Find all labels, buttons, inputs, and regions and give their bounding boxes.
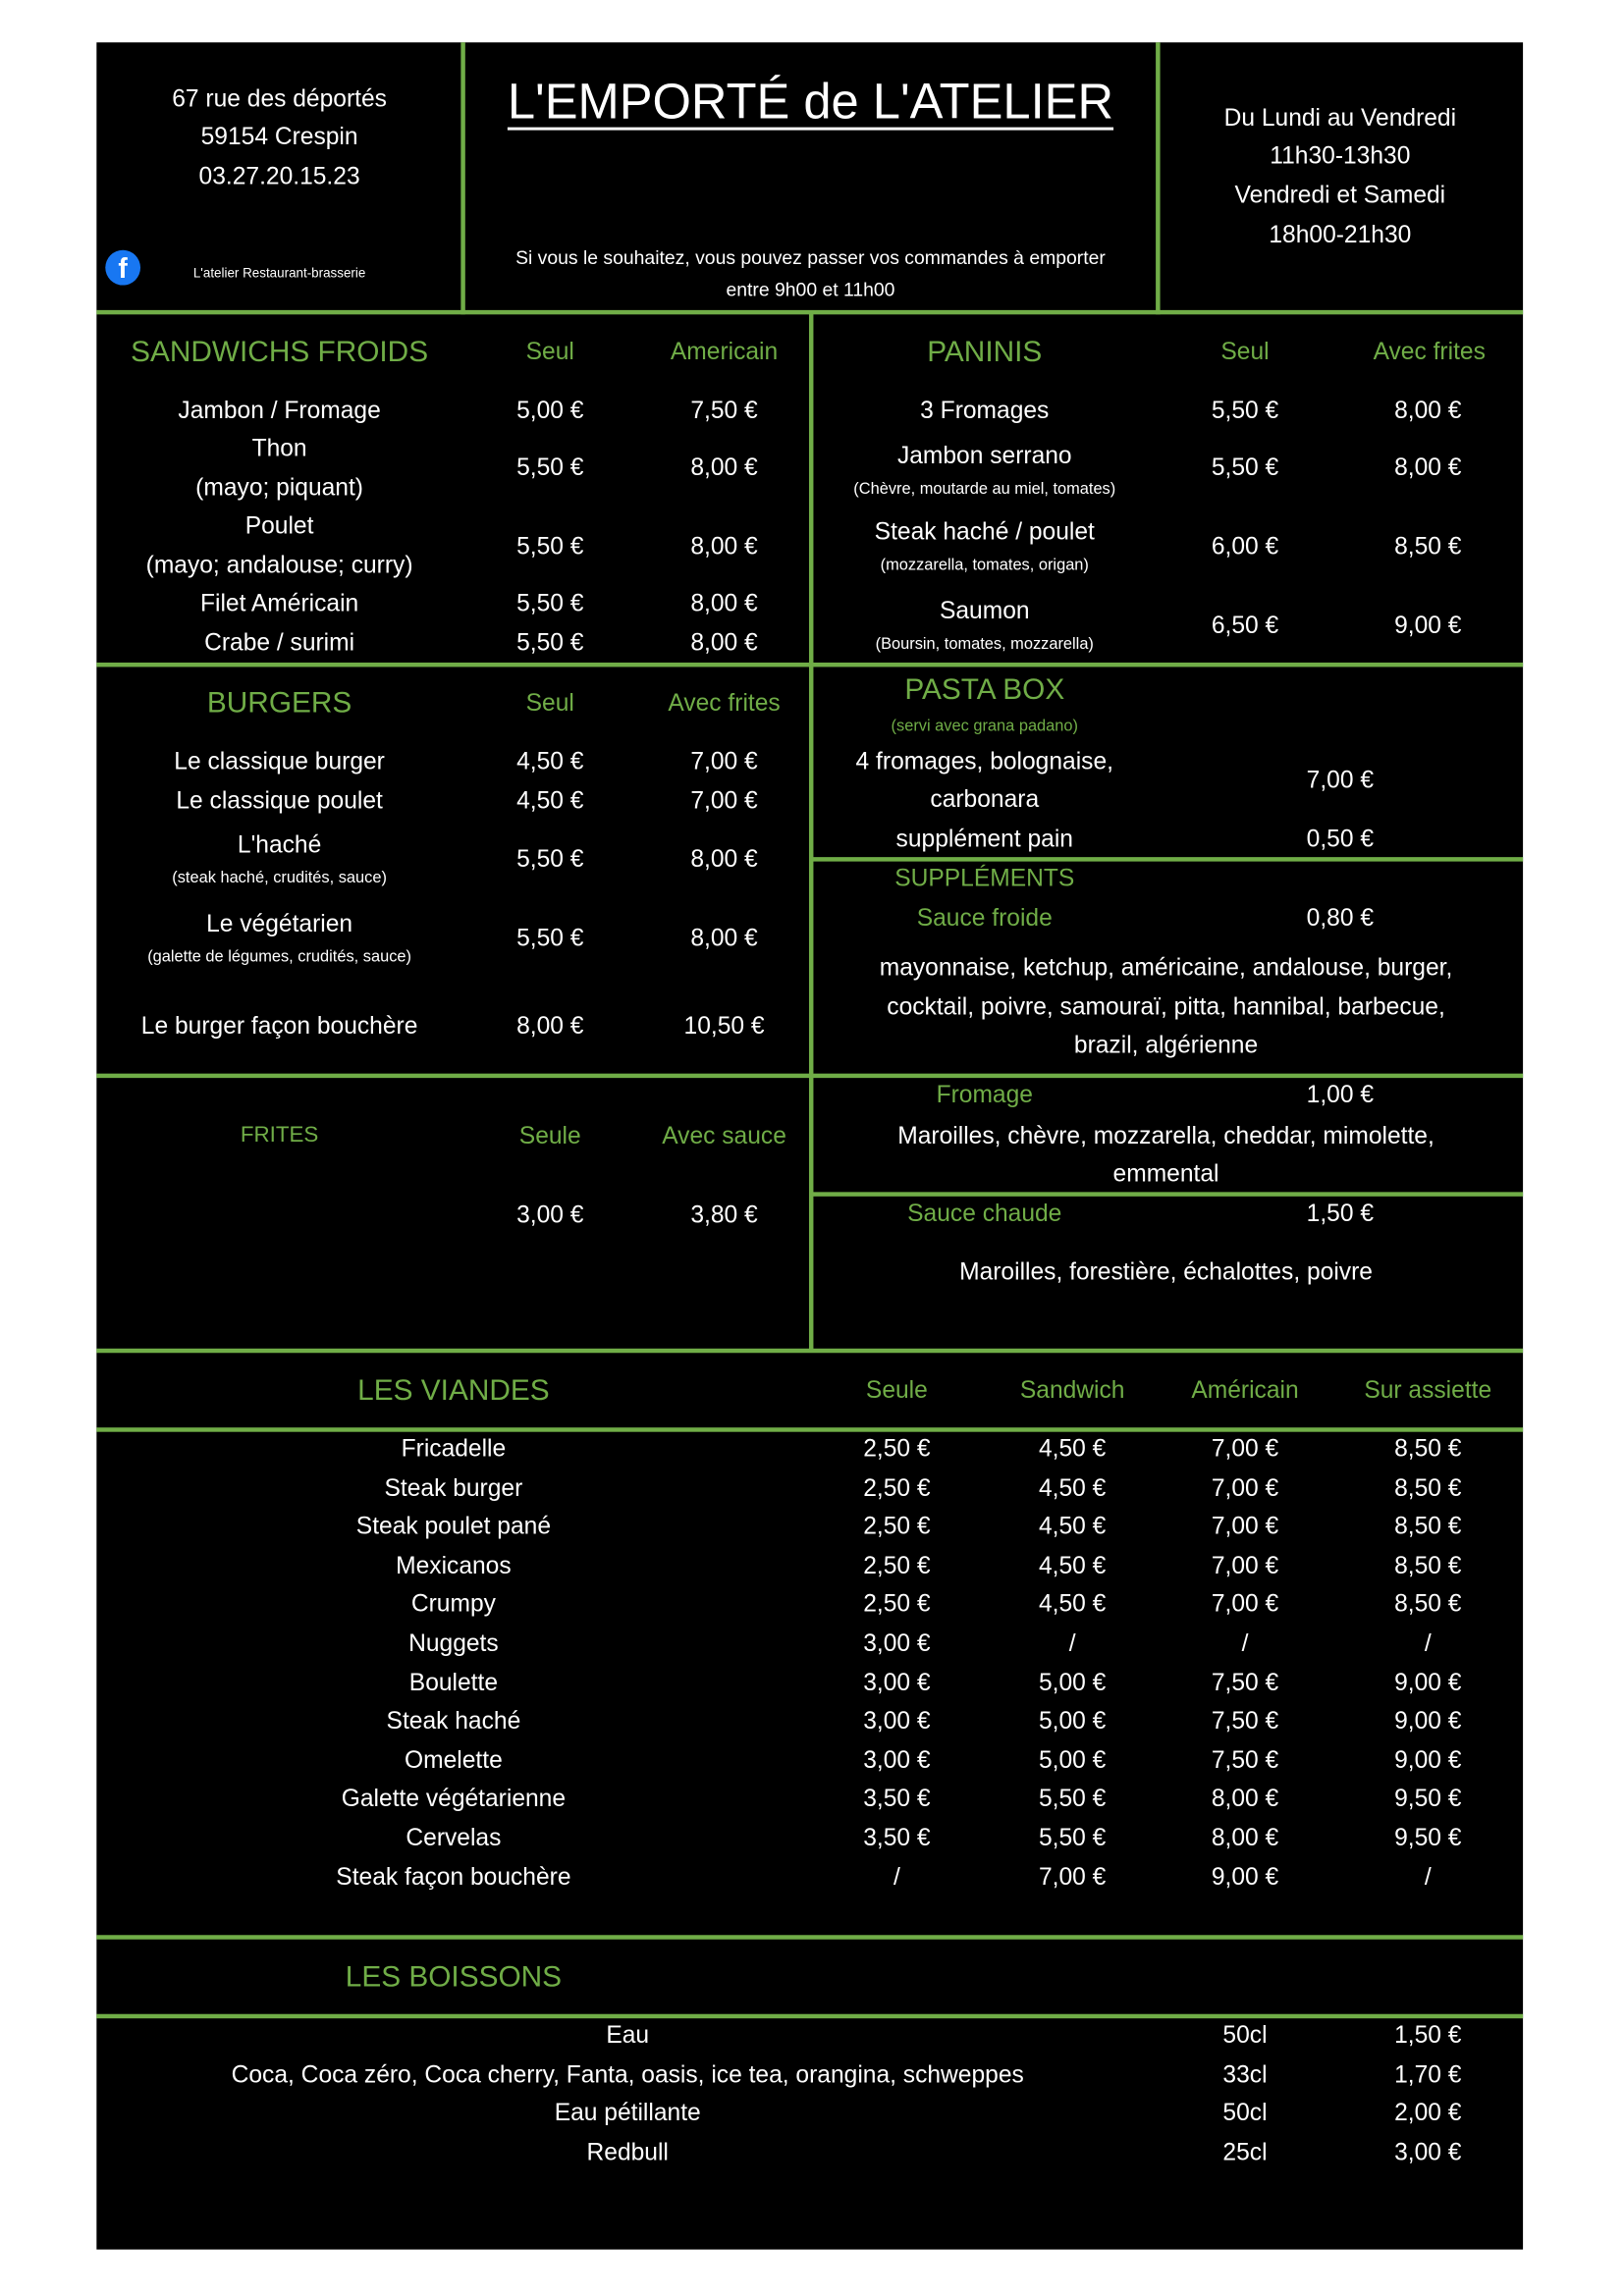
item-name: Steak haché / poulet	[874, 518, 1095, 546]
item-name: Le végétarien	[206, 910, 353, 937]
item-price: /	[1241, 1629, 1249, 1657]
item-price: 9,50 €	[1394, 1786, 1462, 1813]
item-price: 2,50 €	[863, 1591, 931, 1619]
item-name: Fricadelle	[401, 1435, 507, 1463]
item-description: (steak haché, crudités, sauce)	[172, 869, 387, 887]
supplement-list: emmental	[1112, 1160, 1219, 1188]
item-name: Steak façon bouchère	[336, 1863, 571, 1891]
item-price: 8,00 €	[1211, 1825, 1279, 1851]
supplement-label: Fromage	[936, 1082, 1033, 1109]
item-price: 3,80 €	[690, 1201, 758, 1229]
section-title-sandwichs: SANDWICHS FROIDS	[131, 336, 429, 369]
item-price: 6,50 €	[1211, 612, 1279, 639]
item-price: 8,00 €	[1394, 454, 1462, 481]
phone-number: 03.27.20.15.23	[198, 163, 360, 190]
column-header: Avec sauce	[662, 1122, 786, 1149]
item-price: 5,00 €	[1038, 1669, 1107, 1696]
item-price: 1,00 €	[1306, 1082, 1375, 1109]
item-price: 3,00 €	[863, 1629, 931, 1657]
item-price: 8,00 €	[1394, 397, 1462, 424]
item-price: 7,00 €	[690, 748, 758, 775]
item-price: 5,50 €	[1211, 454, 1279, 481]
item-name: carbonara	[930, 786, 1040, 814]
item-price: 7,00 €	[1211, 1591, 1279, 1619]
item-price: 5,50 €	[1211, 397, 1279, 424]
item-price: 5,50 €	[1038, 1786, 1107, 1813]
facebook-icon[interactable]: f	[105, 250, 140, 286]
column-header: Américain	[1191, 1377, 1299, 1405]
hours: Vendredi et Samedi	[1234, 182, 1446, 209]
hours: 18h00-21h30	[1269, 222, 1412, 248]
item-price: 7,00 €	[1211, 1435, 1279, 1463]
divider	[96, 663, 1523, 667]
supplement-label: Sauce chaude	[907, 1200, 1062, 1227]
item-price: 5,50 €	[516, 925, 584, 952]
item-price: 5,00 €	[1038, 1708, 1107, 1735]
item-price: 8,50 €	[1394, 1514, 1462, 1540]
item-name: Cervelas	[406, 1825, 502, 1851]
item-name: Poulet	[244, 512, 314, 540]
item-name: Steak haché	[386, 1708, 521, 1735]
drink-name: Eau pétillante	[554, 2100, 701, 2127]
item-price: 7,50 €	[690, 397, 758, 424]
supplement-label: Sauce froide	[916, 904, 1053, 932]
supplement-list: cocktail, poivre, samouraï, pitta, hannibal, barbecue,	[887, 993, 1445, 1021]
item-price: 4,50 €	[1038, 1591, 1107, 1619]
item-price: 7,50 €	[1211, 1746, 1279, 1774]
item-price: 1,70 €	[1394, 2060, 1462, 2088]
item-price: 8,50 €	[1394, 533, 1462, 561]
item-price: 5,00 €	[1038, 1746, 1107, 1774]
supplement-list: Maroilles, forestière, échalottes, poivre	[959, 1258, 1373, 1286]
item-price: 4,50 €	[516, 748, 584, 775]
section-title-supplements: SUPPLÉMENTS	[894, 865, 1075, 892]
item-name: supplément pain	[895, 826, 1073, 853]
column-header: Seul	[525, 339, 574, 366]
item-price: 8,50 €	[1394, 1474, 1462, 1502]
item-price: 10,50 €	[683, 1013, 765, 1041]
supplement-list: mayonnaise, ketchup, américaine, andalouse, burger,	[879, 954, 1453, 982]
item-price: 8,00 €	[690, 629, 758, 657]
item-price: 5,50 €	[516, 533, 584, 561]
item-price: 7,00 €	[1306, 767, 1375, 794]
item-price: 4,50 €	[1038, 1435, 1107, 1463]
drink-volume: 25cl	[1222, 2139, 1268, 2166]
section-title-paninis: PANINIS	[927, 336, 1043, 369]
item-price: 7,00 €	[1211, 1552, 1279, 1579]
item-price: 5,50 €	[516, 454, 584, 481]
item-price: 7,00 €	[1038, 1863, 1107, 1891]
divider	[460, 42, 464, 314]
item-price: 7,50 €	[1211, 1708, 1279, 1735]
item-description: (Boursin, tomates, mozzarella)	[875, 635, 1094, 654]
divider	[810, 1192, 1523, 1196]
item-price: 3,50 €	[863, 1786, 931, 1813]
item-description: (mayo; andalouse; curry)	[145, 552, 413, 579]
item-description: (Chèvre, moutarde au miel, tomates)	[853, 480, 1116, 499]
item-price: 9,00 €	[1394, 1708, 1462, 1735]
divider	[96, 1349, 1523, 1353]
address-city: 59154 Crespin	[200, 124, 358, 151]
item-price: 2,50 €	[863, 1435, 931, 1463]
drink-name: Redbull	[586, 2139, 669, 2166]
item-name: 3 Fromages	[920, 397, 1050, 424]
item-price: 5,50 €	[516, 846, 584, 874]
item-name: Boulette	[408, 1669, 499, 1696]
item-name: Crumpy	[410, 1591, 496, 1619]
drink-volume: 50cl	[1222, 2100, 1268, 2127]
item-price: /	[1068, 1629, 1076, 1657]
item-name: Crabe / surimi	[204, 629, 355, 657]
item-name: Omelette	[405, 1746, 503, 1774]
divider	[96, 2014, 1523, 2018]
item-price: 7,00 €	[690, 787, 758, 815]
drink-name: Eau	[606, 2022, 650, 2050]
item-price: 9,00 €	[1211, 1863, 1279, 1891]
item-name: Le classique burger	[174, 748, 385, 775]
item-price: 4,50 €	[516, 787, 584, 815]
item-name: Steak poulet pané	[355, 1514, 552, 1540]
item-price: 9,00 €	[1394, 1669, 1462, 1696]
section-title-viandes: LES VIANDES	[357, 1374, 550, 1408]
item-price: 8,00 €	[690, 590, 758, 617]
item-price: 4,50 €	[1038, 1552, 1107, 1579]
item-description: (mayo; piquant)	[195, 474, 363, 502]
item-price: 5,50 €	[516, 590, 584, 617]
item-price: 3,50 €	[863, 1825, 931, 1851]
item-name: Filet Américain	[199, 590, 359, 617]
item-price: 5,50 €	[516, 629, 584, 657]
item-price: 8,50 €	[1394, 1591, 1462, 1619]
item-price: 9,00 €	[1394, 612, 1462, 639]
hours: 11h30-13h30	[1270, 142, 1411, 170]
column-header: Avec frites	[1373, 339, 1486, 366]
divider	[96, 1074, 1523, 1078]
item-name: Jambon / Fromage	[178, 397, 381, 424]
item-name: 4 fromages, bolognaise,	[855, 748, 1113, 775]
item-price: 1,50 €	[1394, 2022, 1462, 2050]
divider	[1156, 42, 1160, 314]
item-description: (galette de légumes, crudités, sauce)	[147, 948, 411, 967]
item-price: 2,50 €	[863, 1552, 931, 1579]
pasta-subtitle: (servi avec grana padano)	[891, 717, 1078, 735]
drink-volume: 33cl	[1222, 2060, 1268, 2088]
hours: Du Lundi au Vendredi	[1223, 104, 1457, 132]
section-title-pasta: PASTA BOX	[904, 673, 1065, 707]
column-header: Seule	[518, 1122, 581, 1149]
item-price: 8,00 €	[1211, 1786, 1279, 1813]
page-title: L'EMPORTÉ de L'ATELIER	[507, 74, 1114, 131]
column-header: Sur assiette	[1364, 1377, 1492, 1405]
item-price: 8,00 €	[690, 533, 758, 561]
item-price: 7,50 €	[1211, 1669, 1279, 1696]
item-price: 8,50 €	[1394, 1435, 1462, 1463]
item-price: 3,00 €	[863, 1669, 931, 1696]
divider	[96, 1935, 1523, 1939]
item-price: 2,50 €	[863, 1474, 931, 1502]
section-title-burgers: BURGERS	[206, 687, 352, 721]
item-name: Le classique poulet	[176, 787, 383, 815]
item-price: 3,00 €	[516, 1201, 584, 1229]
drink-volume: 50cl	[1222, 2022, 1268, 2050]
column-header: Sandwich	[1019, 1377, 1125, 1405]
item-name: Le burger façon bouchère	[140, 1013, 418, 1041]
item-price: 7,00 €	[1211, 1474, 1279, 1502]
item-price: 4,50 €	[1038, 1474, 1107, 1502]
section-title-boissons: LES BOISSONS	[345, 1961, 563, 1994]
item-price: /	[893, 1863, 900, 1891]
order-note: Si vous le souhaitez, vous pouvez passer vos commandes à emporter	[515, 246, 1106, 269]
item-name: Galette végétarienne	[341, 1786, 567, 1813]
supplement-list: brazil, algérienne	[1073, 1032, 1259, 1059]
item-price: 0,50 €	[1306, 826, 1375, 853]
item-price: 8,00 €	[690, 925, 758, 952]
item-price: 9,00 €	[1394, 1746, 1462, 1774]
item-price: 6,00 €	[1211, 533, 1279, 561]
item-name: Jambon serrano	[896, 443, 1072, 469]
drink-name: Coca, Coca zéro, Coca cherry, Fanta, oasis, ice tea, orangina, schweppes	[231, 2060, 1024, 2088]
facebook-label[interactable]: L'atelier Restaurant-brasserie	[192, 265, 366, 281]
column-header: Seul	[525, 689, 574, 717]
item-price: 7,00 €	[1211, 1514, 1279, 1540]
item-price: 2,00 €	[1394, 2100, 1462, 2127]
item-price: 2,50 €	[863, 1514, 931, 1540]
item-price: 3,00 €	[863, 1746, 931, 1774]
supplement-list: Maroilles, chèvre, mozzarella, cheddar, mimolette,	[897, 1122, 1435, 1149]
section-title-frites: FRITES	[240, 1122, 319, 1148]
item-price: 5,50 €	[1038, 1825, 1107, 1851]
item-price: /	[1424, 1629, 1432, 1657]
item-price: 0,80 €	[1306, 904, 1375, 932]
column-header: Seul	[1220, 339, 1270, 366]
item-name: Thon	[251, 435, 307, 462]
address-street: 67 rue des déportés	[172, 85, 387, 113]
item-description: (mozzarella, tomates, origan)	[880, 556, 1089, 574]
item-name: Mexicanos	[396, 1552, 512, 1579]
divider	[810, 857, 1523, 861]
item-price: 4,50 €	[1038, 1514, 1107, 1540]
column-header: Avec frites	[668, 689, 781, 717]
item-price: 5,00 €	[516, 397, 584, 424]
item-name: L'haché	[237, 831, 322, 859]
item-price: /	[1424, 1863, 1432, 1891]
item-price: 8,00 €	[690, 846, 758, 874]
order-note: entre 9h00 et 11h00	[726, 278, 895, 301]
item-name: Steak burger	[384, 1474, 523, 1502]
item-price: 3,00 €	[1394, 2139, 1462, 2166]
item-price: 8,00 €	[516, 1013, 584, 1041]
item-name: Nuggets	[408, 1629, 499, 1657]
column-header: Americain	[670, 339, 779, 366]
item-price: 8,50 €	[1394, 1552, 1462, 1579]
item-price: 8,00 €	[690, 454, 758, 481]
item-price: 9,50 €	[1394, 1825, 1462, 1851]
item-price: 3,00 €	[863, 1708, 931, 1735]
divider	[96, 1427, 1523, 1431]
item-price: 1,50 €	[1306, 1200, 1375, 1227]
column-header: Seule	[865, 1377, 928, 1405]
item-name: Saumon	[939, 598, 1030, 624]
